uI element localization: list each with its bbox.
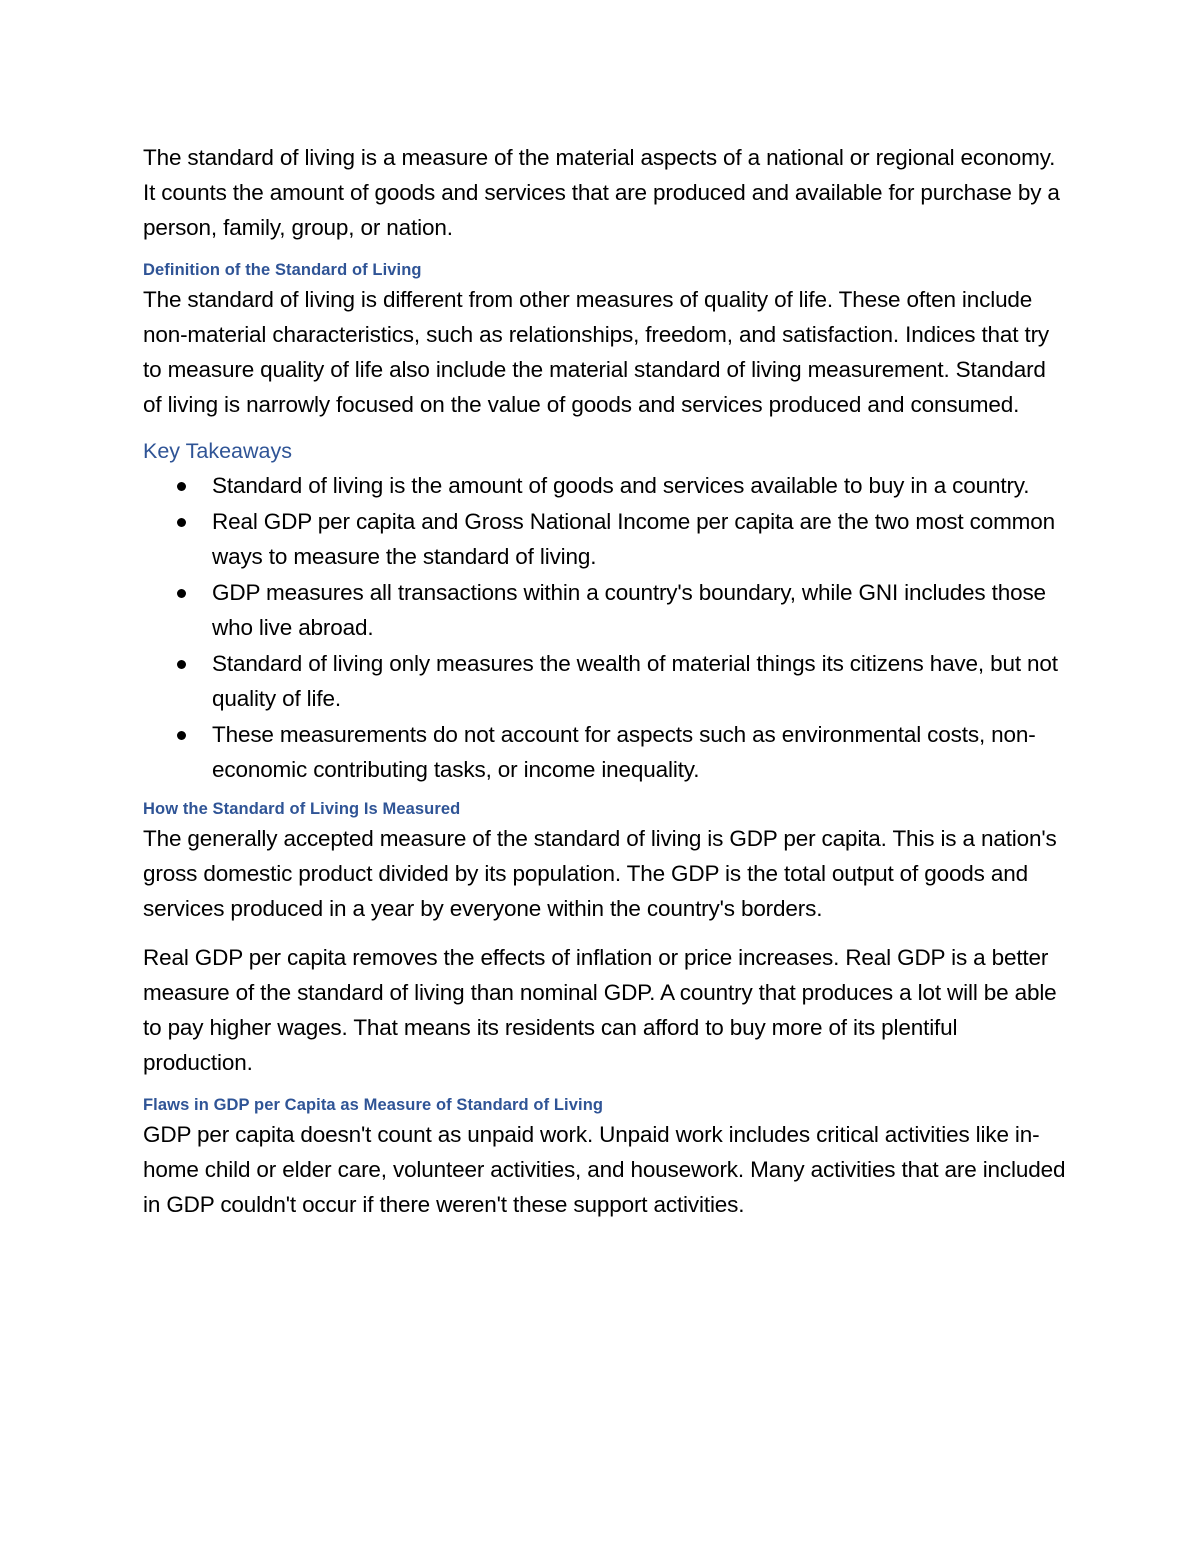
measured-heading: How the Standard of Living Is Measured	[143, 800, 461, 818]
list-item-text: These measurements do not account for aspects such as environmental costs, non-economic contributing tasks, or income inequality.	[212, 722, 1036, 782]
measured-paragraph-1: The generally accepted measure of the standard of living is GDP per capita. This is a nation's gross domestic product divided by its population. The GDP is the total output of goods and services produced in a year by everyone within the country's borders.	[143, 826, 1057, 921]
bullet-icon	[177, 518, 186, 527]
key-takeaways-list	[143, 468, 1068, 787]
flaws-paragraph: GDP per capita doesn't count as unpaid work. Unpaid work includes critical activities like in-home child or elder care, volunteer activities, and housework. Many activities that are included in GDP couldn't occur if there weren't these support activities.	[143, 1122, 1066, 1217]
list-item	[143, 504, 1068, 574]
document-page	[143, 140, 1068, 1222]
intro-paragraph: The standard of living is a measure of the material aspects of a national or regional economy. It counts the amount of goods and services that are produced and available for purchase by a person, family, group, or nation.	[143, 145, 1060, 240]
bullet-icon	[177, 731, 186, 740]
list-item-text: GDP measures all transactions within a country's boundary, while GNI includes those who live abroad.	[212, 580, 1046, 640]
list-item-text: Standard of living only measures the wealth of material things its citizens have, but not quality of life.	[212, 651, 1058, 711]
measured-paragraph-2: Real GDP per capita removes the effects of inflation or price increases. Real GDP is a better measure of the standard of living than nominal GDP. A country that produces a lot will be able to pay higher wages. That means its residents can afford to buy more of its plentiful production.	[143, 945, 1057, 1075]
flaws-heading: Flaws in GDP per Capita as Measure of Standard of Living	[143, 1096, 604, 1114]
bullet-icon	[177, 482, 186, 491]
list-item-text: Standard of living is the amount of goods and services available to buy in a country.	[212, 473, 1030, 498]
list-item	[143, 717, 1068, 787]
key-takeaways-heading: Key Takeaways	[143, 439, 292, 463]
definition-heading: Definition of the Standard of Living	[143, 261, 422, 279]
bullet-icon	[177, 660, 186, 669]
list-item	[143, 468, 1068, 503]
list-item	[143, 575, 1068, 645]
list-item-text: Real GDP per capita and Gross National Income per capita are the two most common ways to measure the standard of living.	[212, 509, 1055, 569]
definition-paragraph: The standard of living is different from other measures of quality of life. These often include non-material characteristics, such as relationships, freedom, and satisfaction. Indices that try to measure quality of life also include the material standard of living measurement. Standard of living is narrowly focused on the value of goods and services produced and consumed.	[143, 287, 1050, 417]
bullet-icon	[177, 589, 186, 598]
list-item	[143, 646, 1068, 716]
